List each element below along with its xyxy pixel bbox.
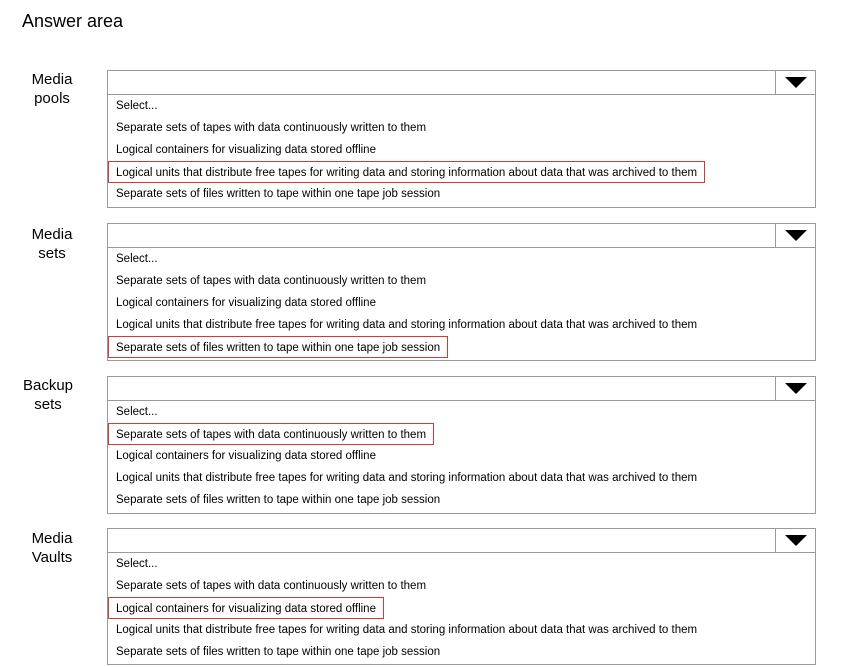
dropdown-select[interactable] [107, 376, 816, 401]
dropdown-option[interactable]: Logical containers for visualizing data stored offline [116, 144, 376, 156]
dropdown-options-list [107, 95, 816, 208]
caret-down-icon [785, 383, 807, 395]
dropdown-option[interactable]: Separate sets of tapes with data continuously written to them [116, 580, 427, 592]
group-label: Media Vaults [31, 530, 73, 566]
dropdown-option-selected[interactable]: Separate sets of tapes with data continuously written to them [108, 423, 434, 445]
dropdown-option[interactable]: Select... [116, 558, 158, 570]
dropdown-option[interactable]: Select... [116, 406, 158, 418]
group-label: Media pools [31, 71, 73, 107]
caret-down-icon [785, 230, 807, 242]
answer-group-media-sets [0, 223, 841, 363]
dropdown-option[interactable]: Select... [116, 100, 158, 112]
caret-down-icon [785, 535, 807, 547]
page-title: Answer area [22, 11, 124, 31]
dropdown-select[interactable] [107, 528, 816, 553]
dropdown-select[interactable] [107, 223, 816, 248]
dropdown-option-selected[interactable]: Separate sets of files written to tape within one tape job session [108, 336, 448, 358]
group-label: Backup sets [22, 377, 74, 413]
answer-group-media-pools [0, 70, 841, 210]
dropdown-option[interactable]: Logical units that distribute free tapes for writing data and storing information about data that was archived to them [116, 472, 698, 484]
dropdown-option[interactable]: Separate sets of files written to tape within one tape job session [116, 188, 441, 200]
dropdown-option[interactable]: Logical units that distribute free tapes for writing data and storing information about data that was archived to them [116, 624, 698, 636]
dropdown-option[interactable]: Logical containers for visualizing data stored offline [116, 450, 376, 462]
dropdown-option[interactable]: Select... [116, 253, 158, 265]
dropdown-options-list [107, 553, 816, 665]
dropdown-button[interactable] [775, 529, 815, 552]
dropdown-button[interactable] [775, 71, 815, 94]
dropdown-option[interactable]: Logical containers for visualizing data stored offline [116, 297, 376, 309]
answer-group-backup-sets [0, 376, 841, 516]
dropdown-select[interactable] [107, 70, 816, 95]
dropdown-option[interactable]: Logical units that distribute free tapes for writing data and storing information about data that was archived to them [116, 319, 698, 331]
dropdown-button[interactable] [775, 224, 815, 247]
dropdown-option[interactable]: Separate sets of files written to tape within one tape job session [116, 646, 441, 658]
caret-down-icon [785, 77, 807, 89]
dropdown-option[interactable]: Separate sets of tapes with data continuously written to them [116, 275, 427, 287]
dropdown-button[interactable] [775, 377, 815, 400]
dropdown-options-list [107, 248, 816, 361]
dropdown-option[interactable]: Separate sets of tapes with data continuously written to them [116, 122, 427, 134]
dropdown-option-selected[interactable]: Logical containers for visualizing data stored offline [108, 597, 384, 619]
group-label: Media sets [31, 226, 73, 262]
answer-group-media-vaults [0, 528, 841, 667]
dropdown-option[interactable]: Separate sets of files written to tape within one tape job session [116, 494, 441, 506]
dropdown-option-selected[interactable]: Logical units that distribute free tapes for writing data and storing information about data that was archived to them [108, 161, 705, 183]
dropdown-options-list [107, 401, 816, 514]
